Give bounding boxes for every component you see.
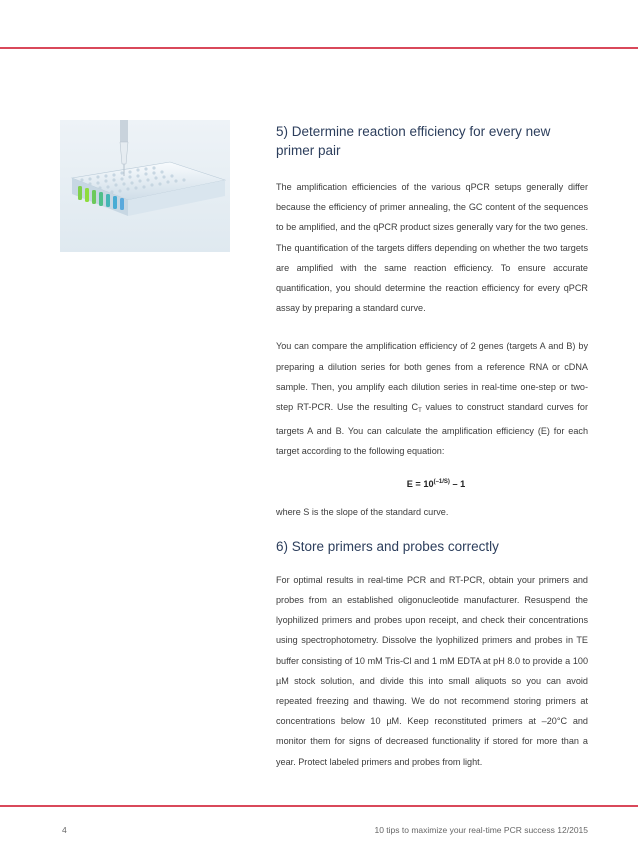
bottom-rule	[0, 805, 638, 807]
section-5-paragraph-2	[276, 336, 588, 461]
equation-lhs: E = 10	[406, 478, 434, 489]
section-5-heading: 5) Determine reaction efficiency for every new primer pair	[276, 124, 551, 158]
paragraph-2-text-a: You can compare the amplification efficiency of 2 genes (targets A and B) by preparing a dilution series for both genes from a reference RNA or cDNA sample. Then, you amplify each dilution series in real-time one-step or two-step RT-PCR. Use the resulting C	[276, 341, 588, 413]
section-5-paragraph-1: The amplification efficiencies of the various qPCR setups generally differ because the efficiency of primer annealing, the GC content of the sequences to be amplified, and the qPCR product sizes generally vary for the two genes. The quantification of the targets differs depending on whether the two targets are amplified with the same reaction efficiency. To ensure accurate quantification, you should determine the reaction efficiency for every qPCR assay by preparing a standard curve.	[276, 182, 588, 314]
page-number: 4	[62, 825, 67, 835]
equation-rhs: – 1	[449, 478, 466, 489]
paragraph-2-text-b: values to construct standard curves for targets A and B. You can calculate the amplification efficiency (E) for each target according to the following equation:	[276, 402, 588, 457]
section-6-heading: 6) Store primers and probes correctly	[276, 538, 499, 554]
main-content	[276, 122, 588, 772]
section-5-paragraph-3: where S is the slope of the standard curve.	[276, 506, 449, 517]
footer-title: 10 tips to maximize your real-time PCR success 12/2015	[374, 825, 588, 835]
equation-exponent: (–1/S)	[433, 478, 450, 485]
section-6-paragraph-1: For optimal results in real-time PCR and RT-PCR, obtain your primers and probes from an established oligonucleotide manufacturer. Resuspend the lyophilized primers and probes upon receipt, and check their concentrations using spectrophotometry. Dissolve the lyophilized primers and probes in TE buffer consisting of 10 mM Tris-Cl and 1 mM EDTA at pH 8.0 to provide a 100 µM stock solution, and divide this into small aliquots so you can avoid repeated freezing and thawing. We do not recommend storing primers at concentrations below 10 µM. Keep reconstituted primers at –20°C and monitor them for signs of decreased functionality if stored for more than a year. Protect labeled primers and probes from light.	[276, 574, 588, 767]
efficiency-equation	[276, 472, 588, 494]
ct-subscript: T	[418, 408, 422, 415]
top-rule	[0, 47, 638, 49]
pcr-plate-photo	[60, 120, 230, 252]
